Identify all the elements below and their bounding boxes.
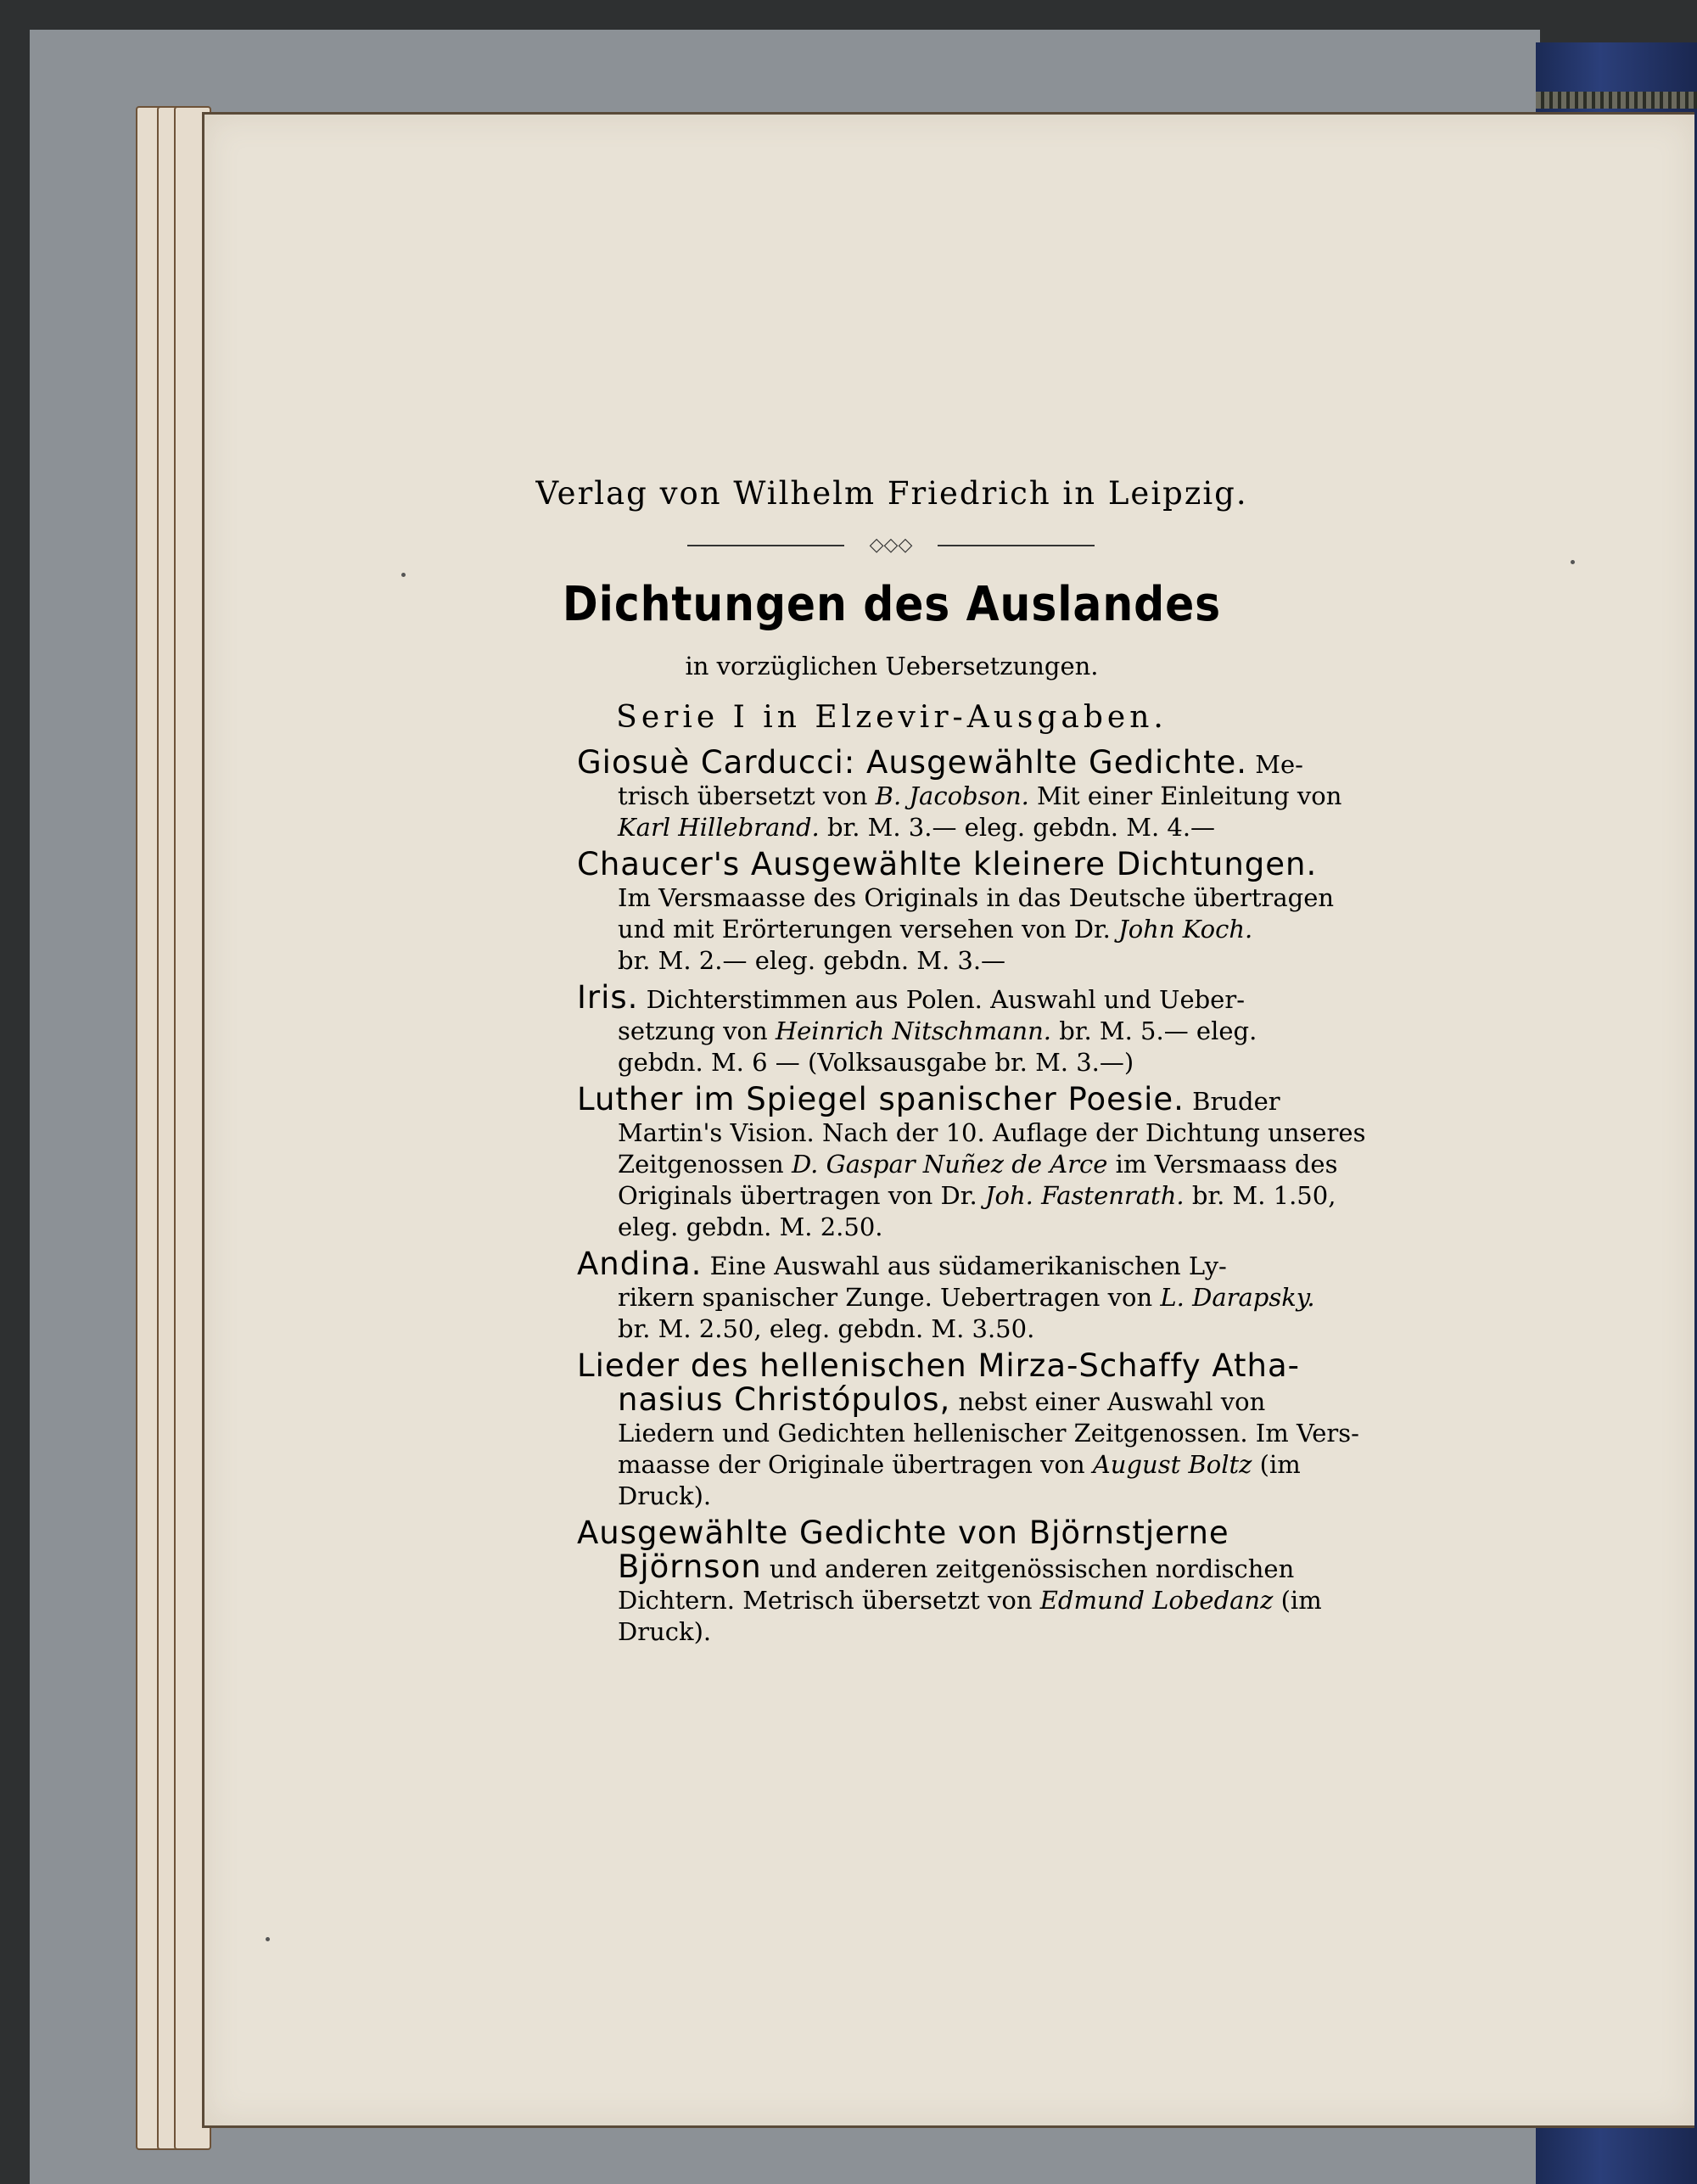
entry-text: Dichterstimmen aus Polen. Auswahl und Ueber- [638, 985, 1245, 1014]
entry-text: Druck). [618, 1617, 712, 1646]
entry-title: Chaucer's Ausgewählte kleinere Dichtungen. [577, 846, 1318, 882]
entry-text: rikern spanischer Zunge. Uebertragen von [618, 1283, 1161, 1312]
translator-name: Joh. Fastenrath. [984, 1181, 1185, 1210]
entry-text: und anderen zeitgenössischen nordischen [761, 1554, 1295, 1583]
book-list [577, 744, 1409, 1653]
entry-title: Andina. [577, 1246, 703, 1282]
translator-name: L. Darapsky. [1160, 1283, 1315, 1312]
entry-text: Zeitgenossen [618, 1150, 792, 1179]
translator-name: B. Jacobson. [875, 781, 1029, 810]
entry-title: Ausgewählte Gedichte von Björnstjerne [577, 1515, 1229, 1551]
entry-text: Originals übertragen von Dr. [618, 1181, 985, 1210]
translator-name: Heinrich Nitschmann. [775, 1016, 1052, 1045]
entry-price: gebdn. M. 6 — (Volksausgabe br. M. 3.—) [618, 1048, 1134, 1077]
translator-name: John Koch. [1118, 915, 1253, 944]
series-heading: Serie I in Elzevir-Ausgaben. [616, 700, 1168, 735]
entry-text: trisch übersetzt von [618, 781, 876, 810]
list-item [577, 1347, 1409, 1512]
spine-band [1536, 92, 1697, 109]
entry-price: eleg. gebdn. M. 2.50. [618, 1212, 883, 1241]
entry-text: Im Versmaasse des Originals in das Deutsche übertragen [618, 883, 1335, 912]
ornament-divider: ◇◇◇ [687, 535, 1095, 556]
list-item [577, 979, 1409, 1078]
entry-text: Eine Auswahl aus südamerikanischen Ly- [702, 1252, 1227, 1280]
entry-text: Bruder [1184, 1087, 1280, 1116]
entry-text: nebst einer Auswahl von [950, 1387, 1266, 1416]
entry-text: Liedern und Gedichten hellenischer Zeitgenossen. Im Vers- [618, 1419, 1359, 1448]
translator-name: Edmund Lobedanz [1039, 1586, 1274, 1615]
entry-title: Luther im Spiegel spanischer Poesie. [577, 1081, 1185, 1117]
entry-text: (im [1252, 1450, 1301, 1479]
entry-title-continued: Björnson [618, 1548, 762, 1585]
author-name: D. Gaspar Nuñez de Arce [791, 1150, 1108, 1179]
list-item [577, 1517, 1409, 1648]
list-item [577, 1248, 1409, 1345]
entry-title: Lieder des hellenischen Mirza-Schaffy Atha- [577, 1347, 1300, 1384]
entry-text: (im [1273, 1586, 1322, 1615]
entry-text: Dichtern. Metrisch übersetzt von [618, 1586, 1040, 1615]
page-title: Dichtungen des Auslandes [562, 577, 1222, 632]
paper-speck [401, 573, 406, 577]
entry-text: und mit Erörterungen versehen von Dr. [618, 915, 1119, 944]
entry-title: Giosuè Carducci: Ausgewählte Gedichte. [577, 744, 1248, 781]
entry-price: br. M. 3.— eleg. gebdn. M. 4.— [819, 813, 1216, 842]
entry-price: br. M. 1.50, [1184, 1181, 1336, 1210]
entry-price: br. M. 2.— eleg. gebdn. M. 3.— [618, 946, 1006, 975]
entry-title-continued: nasius Christópulos, [618, 1381, 951, 1418]
entry-price: br. M. 2.50, eleg. gebdn. M. 3.50. [618, 1314, 1035, 1343]
entry-text: setzung von [618, 1016, 776, 1045]
entry-text: Martin's Vision. Nach der 10. Auflage der Dichtung unseres [618, 1118, 1366, 1147]
list-item [577, 848, 1409, 977]
paper-speck [266, 1937, 270, 1941]
entry-text: maasse der Originale übertragen von [618, 1450, 1093, 1479]
entry-text: Me- [1247, 750, 1303, 779]
list-item [577, 744, 1409, 843]
entry-title: Iris. [577, 979, 639, 1016]
list-item [577, 1081, 1409, 1243]
entry-text: im Versmaass des [1107, 1150, 1338, 1179]
entry-text: Mit einer Einleitung von [1028, 781, 1342, 810]
editor-name: Karl Hillebrand. [618, 813, 820, 842]
entry-text: Druck). [618, 1481, 712, 1510]
page-subtitle: in vorzüglichen Uebersetzungen. [685, 652, 1099, 680]
translator-name: August Boltz [1092, 1450, 1252, 1479]
paper-speck [1571, 560, 1575, 564]
entry-price: br. M. 5.— eleg. [1051, 1016, 1257, 1045]
publisher-line: Verlag von Wilhelm Friedrich in Leipzig. [535, 475, 1248, 512]
